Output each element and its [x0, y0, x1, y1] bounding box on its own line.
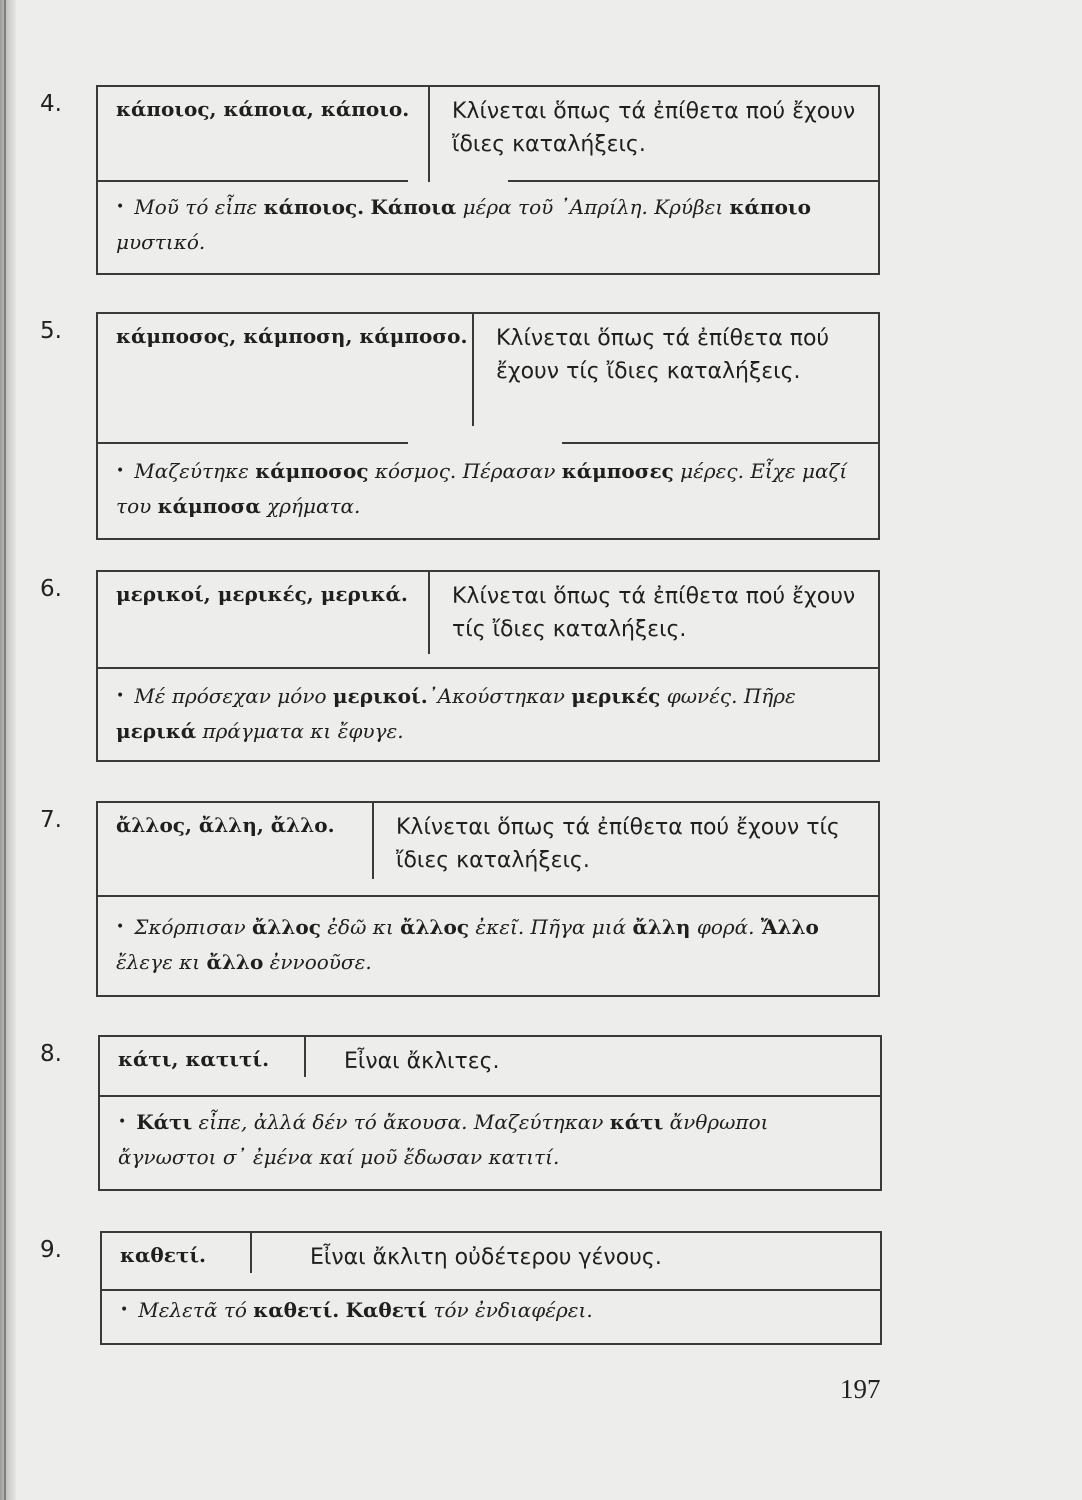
separator-right [508, 180, 880, 182]
entry-example [116, 679, 848, 749]
example-text [116, 459, 847, 518]
entry-9 [40, 1231, 882, 1345]
entry-number: 8. [40, 1041, 62, 1067]
page-number: 197 [840, 1374, 881, 1404]
example-run: Μαζεύτηκε [134, 459, 256, 483]
example-keyword: μερικά [116, 719, 197, 743]
separator-right [562, 442, 880, 444]
entry-word: μερικοί, μερικές, μερικά. [116, 582, 408, 606]
entry-description: Εἶναι ἄκλιτες. [344, 1049, 500, 1074]
separator-left [98, 442, 408, 444]
column-divider [428, 572, 430, 654]
entry-number: 9. [40, 1237, 62, 1263]
example-run: μέρες. Εἶχε μαζί του [116, 459, 848, 518]
entry-example [118, 1105, 850, 1175]
entry-box [96, 312, 880, 540]
column-divider [250, 1233, 252, 1273]
example-keyword: ἄλλο [206, 950, 264, 974]
example-run: φωνές. Πῆρε [660, 684, 796, 708]
example-run: ᾿Ακούστηκαν [427, 684, 572, 708]
entry-word: κάμποσος, κάμποση, κάμποσο. [116, 324, 468, 348]
entry-6 [40, 570, 880, 762]
entry-word: ἄλλος, ἄλλη, ἄλλο. [116, 813, 335, 837]
entry-header [98, 314, 878, 442]
column-divider [428, 87, 430, 182]
entry-description: Κλίνεται ὅπως τά ἐπίθετα πού ἔχουν τίς ἴδιες καταλήξεις. [452, 584, 856, 642]
entry-8 [40, 1035, 882, 1191]
example-keyword: μερικές [571, 684, 661, 708]
example-run: Μέ πρόσεχαν μόνο [134, 684, 333, 708]
example-run: εἶπε, ἀλλά δέν τό ἄκουσα. Μαζεύτηκαν [192, 1110, 610, 1134]
example-keyword: Καθετί [345, 1298, 428, 1322]
entry-header [98, 572, 878, 668]
example-keyword: μερικοί. [332, 684, 428, 708]
example-run: ἐκεῖ. Πῆγα μιά [469, 915, 633, 939]
example-run: πράγματα κι ἔφυγε. [196, 719, 404, 743]
entry-7 [40, 801, 880, 997]
separator-full [98, 667, 880, 669]
example-run: τόν ἐνδιαφέρει. [427, 1298, 593, 1322]
example-run: ἔλεγε κι [116, 950, 207, 974]
entry-example [116, 910, 848, 980]
entry-example [116, 190, 848, 260]
bullet-dot: • [120, 1302, 129, 1318]
entry-example [120, 1293, 850, 1328]
entry-box [98, 1035, 882, 1191]
example-text [116, 915, 819, 974]
column-divider [304, 1037, 306, 1077]
bullet-dot: • [116, 688, 125, 704]
example-keyword: Κάποια [370, 195, 457, 219]
example-keyword: κάτι [609, 1110, 664, 1134]
entry-box [96, 85, 880, 275]
entry-number: 6. [40, 576, 62, 602]
example-run: ἐννοοῦσε. [263, 950, 372, 974]
example-run: Μελετᾶ τό [138, 1298, 254, 1322]
example-text [138, 1298, 592, 1322]
example-text [118, 1110, 768, 1169]
bullet-dot: • [116, 463, 125, 479]
entry-word: κάτι, κατιτί. [118, 1047, 270, 1071]
example-keyword: κάποιος. [263, 195, 365, 219]
example-run: Μοῦ τό εἶπε [134, 195, 264, 219]
entry-header [102, 1233, 880, 1291]
example-keyword: Ἄλλο [760, 915, 819, 939]
separator-left [98, 180, 408, 182]
entry-5 [40, 312, 880, 540]
example-run: κόσμος. Πέρασαν [368, 459, 562, 483]
separator-full [100, 1095, 882, 1097]
bullet-dot: • [116, 919, 125, 935]
entry-box [100, 1231, 882, 1345]
entry-box [96, 801, 880, 997]
example-run: Σκόρπισαν [134, 915, 252, 939]
entry-word: καθετί. [120, 1243, 206, 1267]
entry-word: κάποιος, κάποια, κάποιο. [116, 97, 410, 121]
column-divider [472, 314, 474, 426]
example-run: χρήματα. [260, 494, 361, 518]
entry-header [100, 1037, 880, 1095]
entry-description: Κλίνεται ὅπως τά ἐπίθετα πού ἔχουν τίς ἴδιες καταλήξεις. [396, 815, 840, 873]
entry-description: Κλίνεται ὅπως τά ἐπίθετα πού ἔχουν τίς ἴδιες καταλήξεις. [496, 326, 830, 384]
entry-number: 7. [40, 807, 62, 833]
entry-number: 4. [40, 91, 62, 117]
entry-description: Εἶναι ἄκλιτη οὐδέτερου γένους. [310, 1245, 662, 1270]
entry-header [98, 803, 878, 897]
book-spine-shadow [0, 0, 16, 1500]
example-run: ἐδῶ κι [320, 915, 401, 939]
entry-header [98, 87, 878, 182]
example-keyword: κάποιο [729, 195, 811, 219]
entry-number: 5. [40, 318, 62, 344]
spine-edge-line [4, 0, 6, 1500]
entry-description: Κλίνεται ὅπως τά ἐπίθετα πού ἔχουν ἴδιες καταλήξεις. [452, 99, 856, 157]
example-text [116, 684, 796, 743]
example-keyword: καθετί. [253, 1298, 340, 1322]
example-run: μυστικό. [116, 230, 206, 254]
entry-box [96, 570, 880, 762]
example-run: ἄνθρωποι ἄγνωστοι σ᾿ ἐμένα καί μοῦ ἔδωσαν κατιτί. [118, 1110, 769, 1169]
example-text [116, 195, 811, 254]
example-run: μέρα τοῦ ᾿Απρίλη. Κρύβει [456, 195, 730, 219]
example-keyword: κάμποσος [255, 459, 369, 483]
entry-4 [40, 85, 880, 275]
entry-example [116, 454, 848, 524]
bullet-dot: • [116, 199, 125, 215]
separator-full [102, 1289, 882, 1291]
example-run: φορά. [690, 915, 761, 939]
example-keyword: Κάτι [136, 1110, 193, 1134]
example-keyword: κάμποσα [157, 494, 261, 518]
separator-full [98, 895, 880, 897]
bullet-dot: • [118, 1114, 127, 1130]
column-divider [372, 803, 374, 879]
example-keyword: ἄλλος [400, 915, 470, 939]
example-keyword: ἄλλος [251, 915, 321, 939]
example-keyword: ἄλλη [632, 915, 691, 939]
example-keyword: κάμποσες [561, 459, 674, 483]
